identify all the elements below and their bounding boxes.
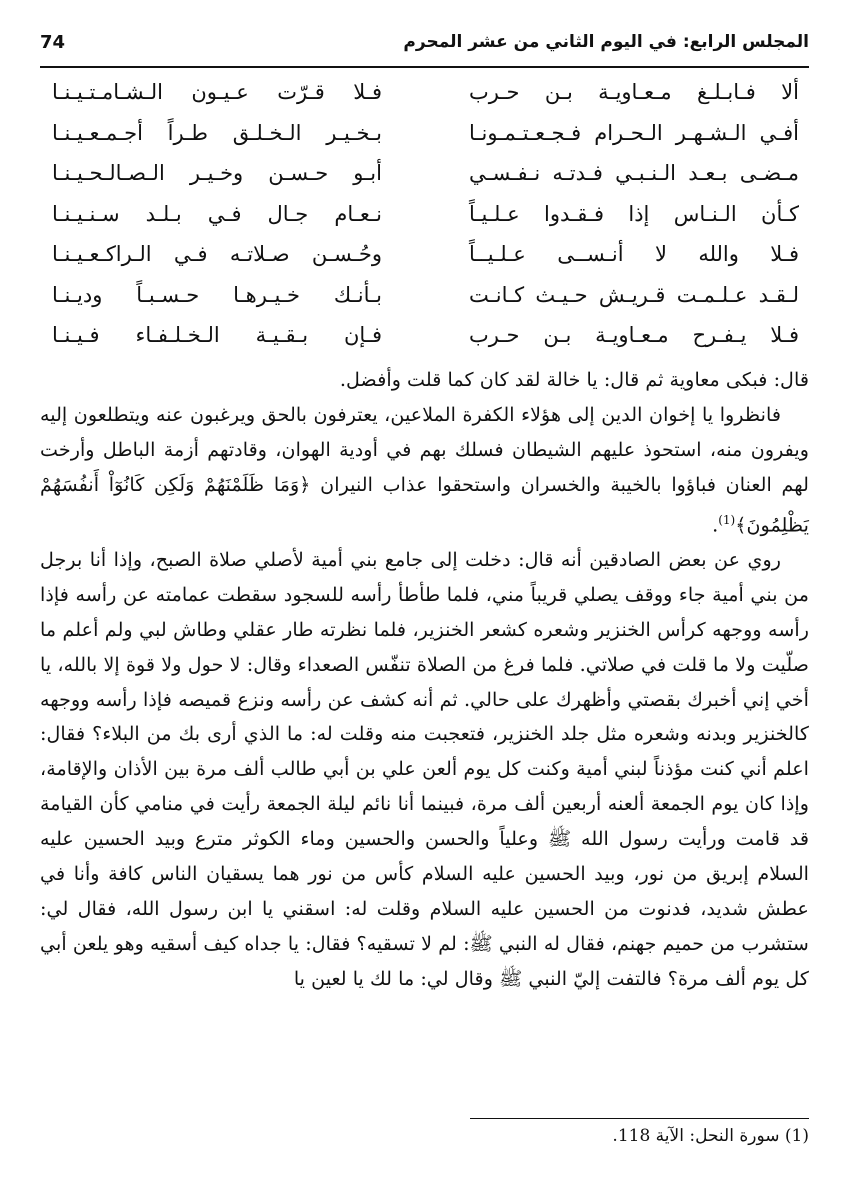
paragraph: [40, 363, 809, 398]
verse-row: [40, 319, 809, 360]
paragraph-text: روي عن بعض الصادقين أنه قال: دخلت إلى جامع بني أمية لأصلي صلاة الصبح، وإذا أنا برجل من بني أمية جاء ووقف يصلي قريباً مني، فلما طأطأ رأسه للسجود سقطت عمامته عن رأسه فإذا رأسه ووجهه كرأس الخنزير وشعره كشعر الخنزير، فلما نظرته طار عقلي وطاش لبي ولم أعلم ما صلّيت ولا ما قلت في صلاتي. فلما فرغ من الصلاة تنفّس الصعداء وقال: لا حول ولا قوة إلا بالله، يا أخي إني أخبرك بقصتي وأظهرك على حالي. ثم أنه كشف عن رأسه ونزع قميصه فإذا رأسه ووجهه كالخنزير وبدنه وشعره مثل جلد الخنزير، فتعجبت منه وقلت له: ما الذي أرى بك من البلاء؟ فقال: اعلم أني كنت مؤذناً لبني أمية وكنت كل يوم ألعن علي بن أبي طالب ألف مرة بين الأذان والإقامة، وإذا كان يوم الجمعة ألعنه أربعين ألف مرة، فبينما أنا نائم ليلة الجمعة رأيت في منامي كأن القيامة قد قامت ورأيت رسول الله ﷺ وعلياً والحسن والحسين وماء الكوثر مترع وبيد الحسين عليه السلام إبريق من نور، وبيد الحسين عليه السلام كأس من نور هما يسقيان الناس كافة وأنا في عطش شديد، فدنوت من الحسين عليه السلام وقلت له: اسقني يا ابن رسول الله، فقال لي: ستشرب من حميم جهنم، فقال له النبي ﷺ: لم لا تسقيه؟ فقال: يا جداه كيف أسقيه وهو يلعن أبي كل يوم ألف مرة؟ فالتفت إليّ النبي ﷺ وقال لي: ما لك يا لعين يا: [40, 547, 809, 990]
verse-first-hemistich: مـضـى بـعـد الـنـبـي فـدتـه نـفـسـي: [469, 161, 799, 185]
poem: [40, 76, 809, 360]
verse-first-hemistich: ألا فـابـلـغ مـعـاويـة بـن حـرب: [469, 80, 799, 104]
verse-row: [40, 238, 809, 279]
footnote: (1) سورة النحل: الآية 118.: [612, 1126, 809, 1146]
paragraph: [40, 543, 809, 997]
page-header: [40, 28, 809, 68]
verse-first-hemistich: فـلا يـفـرح مـعـاويـة بـن حـرب: [469, 323, 799, 347]
running-title: المجلس الرابع: في اليوم الثاني من عشر المحرم: [403, 32, 809, 52]
verse-second-hemistich: فـلا قـرّت عـيـون الـشـامـتـيـنـا: [52, 80, 382, 104]
verse-second-hemistich: فـإن بـقـيـة الـخـلـفـاء فـيـنـا: [52, 323, 382, 347]
paragraph: [40, 398, 809, 543]
body-text: [40, 363, 809, 997]
paragraph-text: فانظروا يا إخوان الدين إلى هؤلاء الكفرة الملاعين، يعترفون بالحق ويرغبون عنه ويتطلعون إليه ويفرون منه، استحوذ عليهم الشيطان فسلك بهم في أودية الهوان، وقادتهم أزمة الباطل وأرخت لهم العنان فباؤوا بالخيبة والخسران واستحقوا عذاب النيران ﴿وَمَا ظَلَمْنَهُمْ وَلَكِن كَانُوٓاْ أَنفُسَهُمْ يَظْلِمُونَ﴾: [40, 402, 809, 537]
verse-second-hemistich: نـعـام جـال فـي بـلـد سـنـيـنـا: [52, 201, 382, 226]
page-number: 74: [40, 32, 66, 53]
verse-first-hemistich: لـقـد عـلـمـت قـريـش حـيـث كـانـت: [469, 282, 799, 307]
verse-second-hemistich: أبـو حـسـن وخـيـر الـصـالـحـيـنـا: [52, 161, 382, 185]
verse-first-hemistich: كـأن الـنـاس إذا فـقـدوا عـلـيـاً: [469, 201, 799, 226]
footnote-divider: [470, 1118, 809, 1119]
verse-second-hemistich: بـأنـك خـيـرهـا حـسـبـاً ودیـنـا: [52, 282, 382, 307]
verse-row: [40, 117, 809, 158]
footnote-marker: (1): [718, 512, 736, 527]
verse-first-hemistich: فـلا والله لا أنـســى عـلـيــاً: [469, 242, 799, 266]
quran-ending: .: [712, 513, 719, 537]
verse-row: [40, 157, 809, 198]
verse-row: [40, 198, 809, 239]
verse-row: [40, 279, 809, 320]
verse-first-hemistich: أفـي الـشـهـر الـحـرام فـجـعـتـمـونـا: [469, 120, 799, 145]
verse-second-hemistich: بـخـيـر الـخـلـق طـراً أجـمـعـيـنـا: [52, 120, 382, 145]
verse-row: [40, 76, 809, 117]
verse-second-hemistich: وحُـسـن صـلاتـه فـي الـراكـعـيـنـا: [52, 242, 382, 266]
paragraph-text: قال: فبكى معاوية ثم قال: يا خالة لقد كان كما قلت وأفضل.: [339, 368, 809, 391]
